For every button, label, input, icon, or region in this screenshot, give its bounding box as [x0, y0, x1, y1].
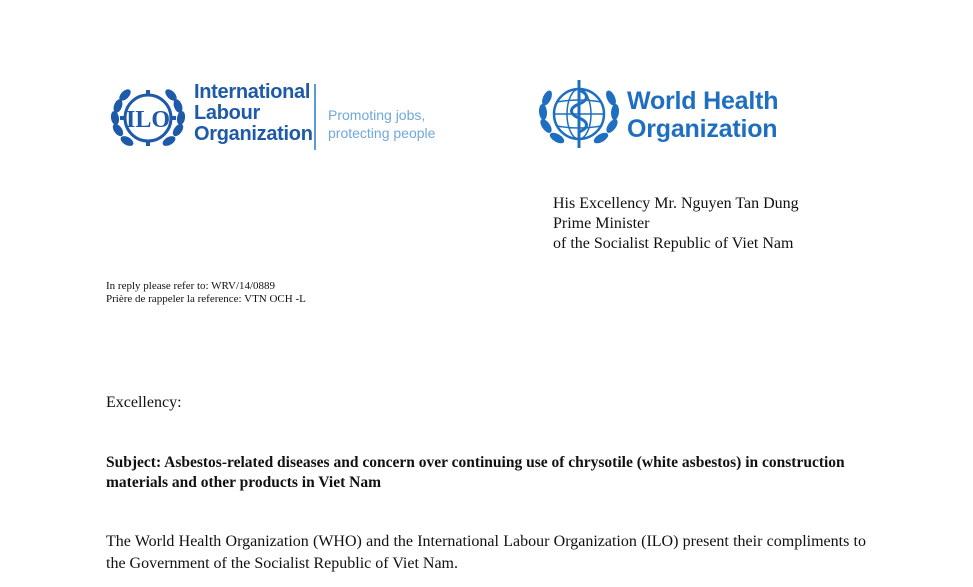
addressee-line: Prime Minister	[553, 215, 650, 232]
who-name-line: Organization	[627, 115, 778, 143]
ilo-tagline-line: protecting people	[328, 125, 436, 141]
ilo-tagline	[328, 106, 435, 142]
addressee-line: His Excellency Mr. Nguyen Tan Dung	[553, 195, 799, 212]
addressee-block	[553, 194, 799, 254]
svg-text:ILO: ILO	[125, 107, 171, 133]
ilo-name	[194, 82, 313, 145]
reference-block	[106, 280, 306, 306]
ilo-emblem-icon	[108, 80, 188, 156]
ilo-name-line: Labour	[194, 102, 260, 124]
reference-line: Prière de rappeler la reference: VTN OCH -L	[106, 293, 306, 305]
who-logo	[537, 76, 797, 156]
who-name-line: World Health	[627, 87, 779, 115]
who-name	[627, 87, 778, 143]
ilo-logo	[108, 80, 448, 156]
salutation: Excellency:	[106, 394, 182, 411]
ilo-name-line: International	[194, 81, 311, 103]
ilo-tagline-line: Promoting jobs,	[328, 107, 426, 123]
ilo-divider	[314, 84, 316, 150]
subject-line: Subject: Asbestos-related diseases and concern over continuing use of chrysotile (white asbestos) in construction materials and other products in Viet Nam	[106, 454, 845, 491]
who-emblem-icon	[537, 76, 621, 154]
ilo-name-line: Organization	[194, 123, 313, 145]
reference-line: In reply please refer to: WRV/14/0889	[106, 280, 276, 292]
body-paragraph: The World Health Organization (WHO) and the International Labour Organization (ILO) present their compliments to the Government of the Socialist Republic of Viet Nam.	[106, 533, 866, 572]
addressee-line: of the Socialist Republic of Viet Nam	[553, 235, 794, 252]
